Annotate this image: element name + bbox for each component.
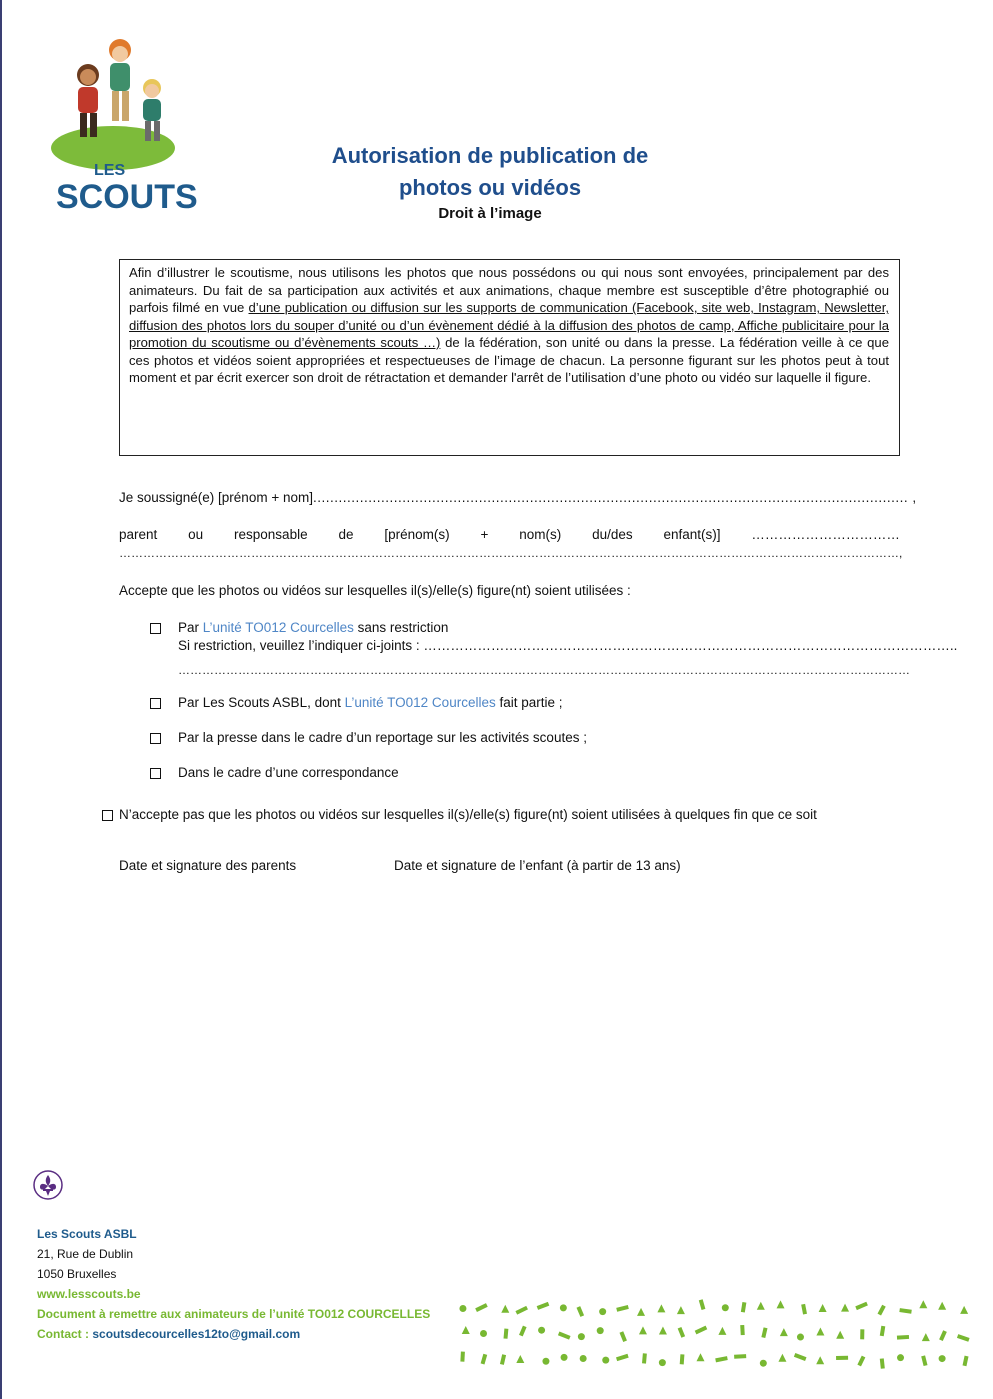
confetti-shape xyxy=(939,1355,946,1362)
checkbox-option-press[interactable] xyxy=(150,733,161,744)
confetti-shape xyxy=(639,1326,647,1334)
parent-word: [prénom(s) xyxy=(384,527,450,542)
checkbox-option-unit[interactable] xyxy=(150,623,161,634)
left-border-rule xyxy=(0,0,2,1399)
confetti-shape xyxy=(599,1308,606,1315)
option-correspondence: Dans le cadre d’une correspondance xyxy=(178,765,399,780)
undersigned-dots: ............................................................................................................................................ , xyxy=(312,490,917,505)
confetti-shape xyxy=(695,1326,708,1335)
confetti-shape xyxy=(878,1305,886,1316)
confetti-shape xyxy=(715,1356,728,1362)
confetti-shape xyxy=(680,1354,685,1364)
confetti-shape xyxy=(734,1354,746,1359)
confetti-shape xyxy=(897,1335,909,1340)
footer-contact-label: Contact : xyxy=(37,1327,93,1341)
confetti-shape xyxy=(841,1304,849,1312)
confetti-shape xyxy=(797,1334,804,1341)
footer-org-name: Les Scouts ASBL xyxy=(37,1227,137,1241)
footer-street: 21, Rue de Dublin xyxy=(37,1247,134,1261)
option-asbl-suffix: fait partie ; xyxy=(495,695,563,710)
confetti-shape xyxy=(501,1305,509,1313)
confetti-shape xyxy=(718,1327,726,1335)
undersigned-label: Je soussigné(e) [prénom + nom] xyxy=(119,490,313,505)
confetti-shape xyxy=(697,1353,705,1361)
confetti-shape xyxy=(602,1357,609,1364)
confetti-shape xyxy=(816,1327,824,1335)
logo-text-scouts: SCOUTS xyxy=(56,178,198,216)
confetti-shape xyxy=(855,1302,868,1310)
parent-line[interactable] xyxy=(119,526,903,562)
option-asbl-prefix: Par Les Scouts ASBL, dont xyxy=(178,695,345,710)
confetti-shape xyxy=(578,1333,585,1340)
confetti-shape xyxy=(761,1327,767,1338)
confetti-shape xyxy=(919,1300,927,1308)
footer xyxy=(37,1224,430,1344)
refuse-text: N’accepte pas que les photos ou vidéos sur lesquelles il(s)/elle(s) figure(nt) soient utilisées à quelques fin que ce soit xyxy=(119,807,817,822)
scouts-logo xyxy=(48,30,198,216)
signature-parents-label: Date et signature des parents xyxy=(119,858,297,873)
parent-line-2: ……………………………………………………………………………………………………………………………………………………………………………, xyxy=(119,546,903,560)
confetti-shape xyxy=(938,1302,946,1310)
footer-website-link[interactable]: www.lesscouts.be xyxy=(37,1287,141,1301)
parent-word: nom(s) xyxy=(519,527,562,542)
confetti-shape xyxy=(519,1326,527,1337)
decorative-confetti xyxy=(450,1290,985,1375)
confetti-shape xyxy=(816,1356,824,1364)
parent-word: parent xyxy=(119,527,158,542)
confetti-shape xyxy=(561,1354,568,1361)
confetti-shape xyxy=(780,1328,788,1336)
confetti-shape xyxy=(819,1304,827,1312)
confetti-shape xyxy=(857,1356,865,1367)
confetti-shape xyxy=(659,1327,667,1335)
option-unit-prefix: Par xyxy=(178,620,203,635)
confetti-shape xyxy=(481,1354,488,1365)
footer-contact xyxy=(37,1324,430,1344)
title-line-2: photos ou vidéos xyxy=(398,175,582,200)
confetti-shape xyxy=(657,1304,665,1312)
parent-word: de xyxy=(338,527,354,542)
confetti-shape xyxy=(616,1305,629,1312)
intro-box xyxy=(119,259,900,456)
parent-word: du/des xyxy=(592,527,633,542)
intro-underlined-text: d’une publication ou diffusion sur les supports de communication (Facebook, site web, Instagram, Newsletter, diffusion des photos lors du souper d’unité ou d’un évènement dédié à la diffusion des photos de camp, Affiche publicitaire pour la promotion du scoutisme ou d’évènements scouts …) xyxy=(129,300,889,350)
confetti-shape xyxy=(778,1354,786,1362)
confetti-shape xyxy=(880,1358,885,1368)
confetti-shape xyxy=(897,1354,904,1361)
subtitle: Droit à l’image xyxy=(438,205,542,222)
confetti-shape xyxy=(677,1306,685,1314)
confetti-shape xyxy=(699,1299,706,1310)
confetti-shape xyxy=(741,1302,747,1313)
confetti-shape xyxy=(500,1354,506,1365)
confetti-shape xyxy=(616,1354,629,1361)
confetti-shape xyxy=(516,1355,524,1363)
footer-city: 1050 Bruxelles xyxy=(37,1267,117,1281)
confetti-shape xyxy=(921,1355,927,1366)
confetti-shape xyxy=(460,1352,465,1362)
confetti-shape xyxy=(722,1304,729,1311)
option-unit-suffix: sans restriction xyxy=(353,620,449,635)
logo-text-les: LES xyxy=(94,162,126,179)
confetti-shape xyxy=(760,1360,767,1367)
confetti-shape xyxy=(794,1353,807,1361)
confetti-shape xyxy=(619,1331,626,1342)
option-press: Par la presse dans le cadre d’un reportage sur les activités scoutes ; xyxy=(178,730,587,745)
confetti-shape xyxy=(597,1327,604,1334)
confetti-shape xyxy=(757,1302,765,1310)
confetti-shape xyxy=(459,1305,466,1312)
confetti-shape xyxy=(558,1331,571,1339)
confetti-shape xyxy=(860,1329,864,1339)
confetti-shape xyxy=(475,1303,488,1312)
undersigned-line[interactable] xyxy=(119,489,917,507)
parent-words xyxy=(119,526,900,544)
intro-text-1: Afin d’illustrer le scoutisme, nous utilisons les photos que nous possédons ou qui nous sont envoyées, principalement par des animateurs. Du fait de sa participation aux activités et aux animations, chaque membre est susceptible d’être photographié ou parfois filmé en vue xyxy=(129,265,889,315)
parent-word: + xyxy=(480,527,489,542)
footer-contact-email[interactable]: scoutsdecourcelles12to@gmail.com xyxy=(92,1327,301,1341)
confetti-shape xyxy=(801,1304,807,1315)
confetti-shape xyxy=(957,1334,970,1342)
confetti-shape xyxy=(963,1356,969,1367)
title-line-1: Autorisation de publication de xyxy=(331,143,649,168)
footer-document-note: Document à remettre aux animateurs de l’unité TO012 COURCELLES xyxy=(37,1307,431,1321)
confetti-shape xyxy=(836,1356,848,1360)
unit-name: L’unité TO012 Courcelles xyxy=(202,620,354,635)
signature-child-label: Date et signature de l’enfant (à partir de 13 ans) xyxy=(394,858,681,873)
confetti-shape xyxy=(659,1359,666,1366)
option-asbl xyxy=(178,694,563,712)
confetti-shape xyxy=(580,1355,587,1362)
intro-text-2: de la fédération, son unité ou dans la presse. La fédération veille à ce que ces photos et vidéos soient appropriées et respectueuses de l’image de chacun. La personne figurant sur les photos peut à tout moment et par écrit exercer son droit de rétractation et demander l'arrêt de l’utilisation d’une photo ou vidéo sur laquelle il figure. xyxy=(129,335,889,385)
accept-intro: Accepte que les photos ou vidéos sur lesquelles il(s)/elle(s) figure(nt) soient utilisées : xyxy=(119,583,631,598)
confetti-shape xyxy=(504,1328,509,1338)
confetti-shape xyxy=(542,1358,549,1365)
document-title xyxy=(290,140,690,222)
confetti-shape xyxy=(740,1325,745,1335)
confetti-shape xyxy=(939,1330,947,1341)
checkbox-option-asbl[interactable] xyxy=(150,698,161,709)
confetti-shape xyxy=(922,1333,930,1341)
confetti-shape xyxy=(642,1353,647,1363)
confetti-shape xyxy=(678,1327,685,1338)
confetti-shape xyxy=(462,1326,470,1334)
parent-word: responsable xyxy=(234,527,308,542)
restriction-dots[interactable]: ………………………………………………………………………………………………………………………………………………………………… xyxy=(178,663,910,677)
parent-word: enfant(s)] xyxy=(663,527,721,542)
confetti-shape xyxy=(560,1304,567,1311)
checkbox-refuse[interactable] xyxy=(102,810,113,821)
fleur-de-lis-icon xyxy=(33,1170,63,1200)
option-unit xyxy=(178,619,448,637)
parent-word: ou xyxy=(188,527,204,542)
confetti-shape xyxy=(577,1306,585,1317)
confetti-shape xyxy=(777,1300,785,1308)
confetti-shape xyxy=(480,1330,487,1337)
checkbox-option-correspondence[interactable] xyxy=(150,768,161,779)
confetti-shape xyxy=(538,1327,545,1334)
parent-dots: …………………………… xyxy=(751,527,900,542)
confetti-shape xyxy=(960,1306,968,1314)
confetti-shape xyxy=(899,1308,911,1314)
confetti-shape xyxy=(515,1306,528,1315)
confetti-shape xyxy=(537,1302,550,1310)
unit-name: L’unité TO012 Courcelles xyxy=(344,695,496,710)
confetti-shape xyxy=(637,1308,645,1316)
confetti-shape xyxy=(880,1326,886,1337)
confetti-shape xyxy=(836,1331,844,1339)
restriction-line[interactable]: Si restriction, veuillez l’indiquer ci-joints : ……………………………………………………………………………………………………….. xyxy=(178,638,958,653)
